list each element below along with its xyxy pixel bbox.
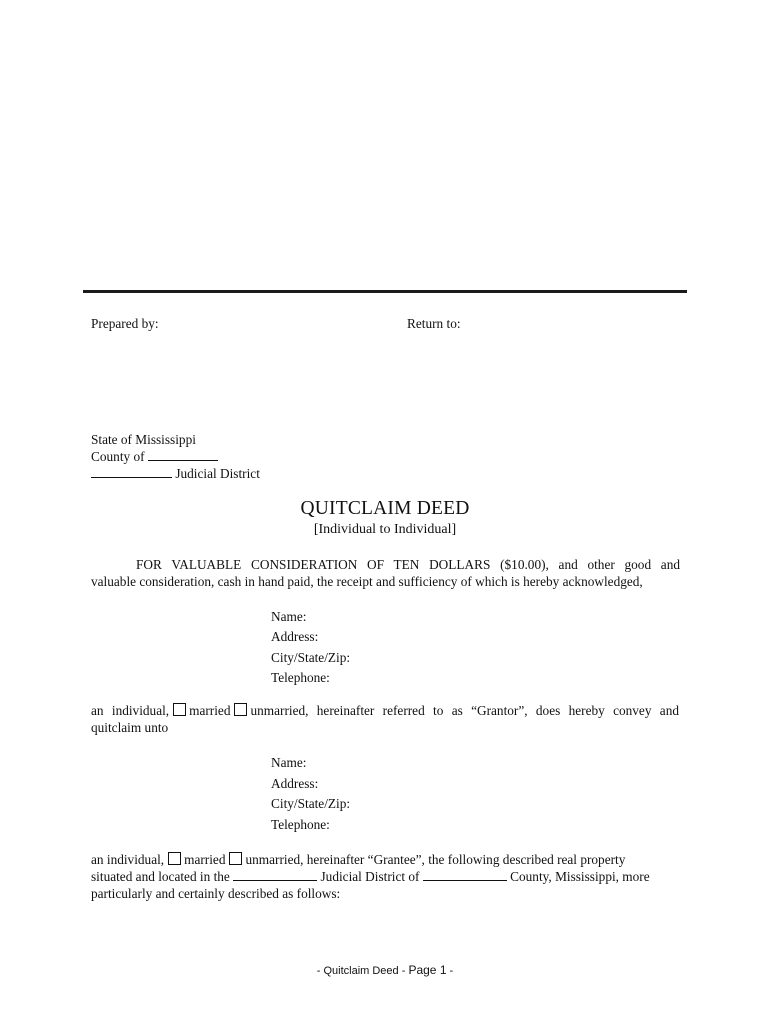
grantee-clause-line-1 <box>91 852 625 869</box>
grantee-city-label: City/State/Zip: <box>271 796 351 811</box>
grantee-district-blank[interactable] <box>233 869 317 881</box>
grantor-unmarried-checkbox[interactable] <box>234 703 247 716</box>
grantor-name-label: Name: <box>271 609 307 624</box>
grantor-telephone-label: Telephone: <box>271 670 330 685</box>
grantee-clause-line-2 <box>91 869 650 886</box>
top-rule <box>83 290 687 293</box>
married-text: married <box>189 703 231 718</box>
an-individual-text: an individual, <box>91 703 170 718</box>
situated-text: situated and located in the <box>91 869 230 884</box>
grantee-clause-line-3: particularly and certainly described as follows: <box>91 886 341 901</box>
grantee-telephone-label: Telephone: <box>271 817 330 832</box>
state-line: State of Mississippi <box>91 432 196 447</box>
grantee-name-label: Name: <box>271 755 307 770</box>
footer-suffix: - <box>446 965 454 977</box>
married-text: married <box>184 852 226 867</box>
document-subtitle: [Individual to Individual] <box>313 522 457 537</box>
grantor-clause-line-2: quitclaim unto <box>91 720 169 735</box>
county-mississippi-text: County, Mississippi, more <box>510 869 650 884</box>
footer-prefix: - Quitclaim Deed - <box>316 965 409 977</box>
page-footer <box>0 963 770 977</box>
county-blank[interactable] <box>148 449 218 461</box>
grantor-clause-line-1 <box>91 703 679 720</box>
judicial-district-line <box>91 466 260 483</box>
judicial-district-of-text: Judicial District of <box>320 869 420 884</box>
prepared-by-label: Prepared by: <box>91 316 159 331</box>
consideration-line-1: FOR VALUABLE CONSIDERATION OF TEN DOLLARS ($10.00), and other good and <box>136 557 680 572</box>
grantee-unmarried-checkbox[interactable] <box>229 852 242 865</box>
footer-page-number: Page 1 <box>408 963 447 977</box>
document-title: QUITCLAIM DEED <box>300 498 470 519</box>
grantor-address-label: Address: <box>271 629 319 644</box>
an-individual-text: an individual, <box>91 852 165 867</box>
consideration-line-2: valuable consideration, cash in hand paid, the receipt and sufficiency of which is hereby acknowledged, <box>91 574 643 589</box>
grantee-clause-rest: unmarried, hereinafter “Grantee”, the following described real property <box>245 852 626 867</box>
county-label: County of <box>91 449 145 464</box>
county-line <box>91 449 218 466</box>
grantor-city-label: City/State/Zip: <box>271 650 351 665</box>
grantor-clause-rest: unmarried, hereinafter referred to as “Grantor”, does hereby convey and <box>250 703 679 718</box>
judicial-district-label: Judicial District <box>175 466 260 481</box>
grantor-married-checkbox[interactable] <box>173 703 186 716</box>
return-to-label: Return to: <box>407 316 461 331</box>
grantee-address-label: Address: <box>271 776 319 791</box>
judicial-district-blank[interactable] <box>91 466 172 478</box>
grantee-married-checkbox[interactable] <box>168 852 181 865</box>
grantee-county-blank[interactable] <box>423 869 507 881</box>
